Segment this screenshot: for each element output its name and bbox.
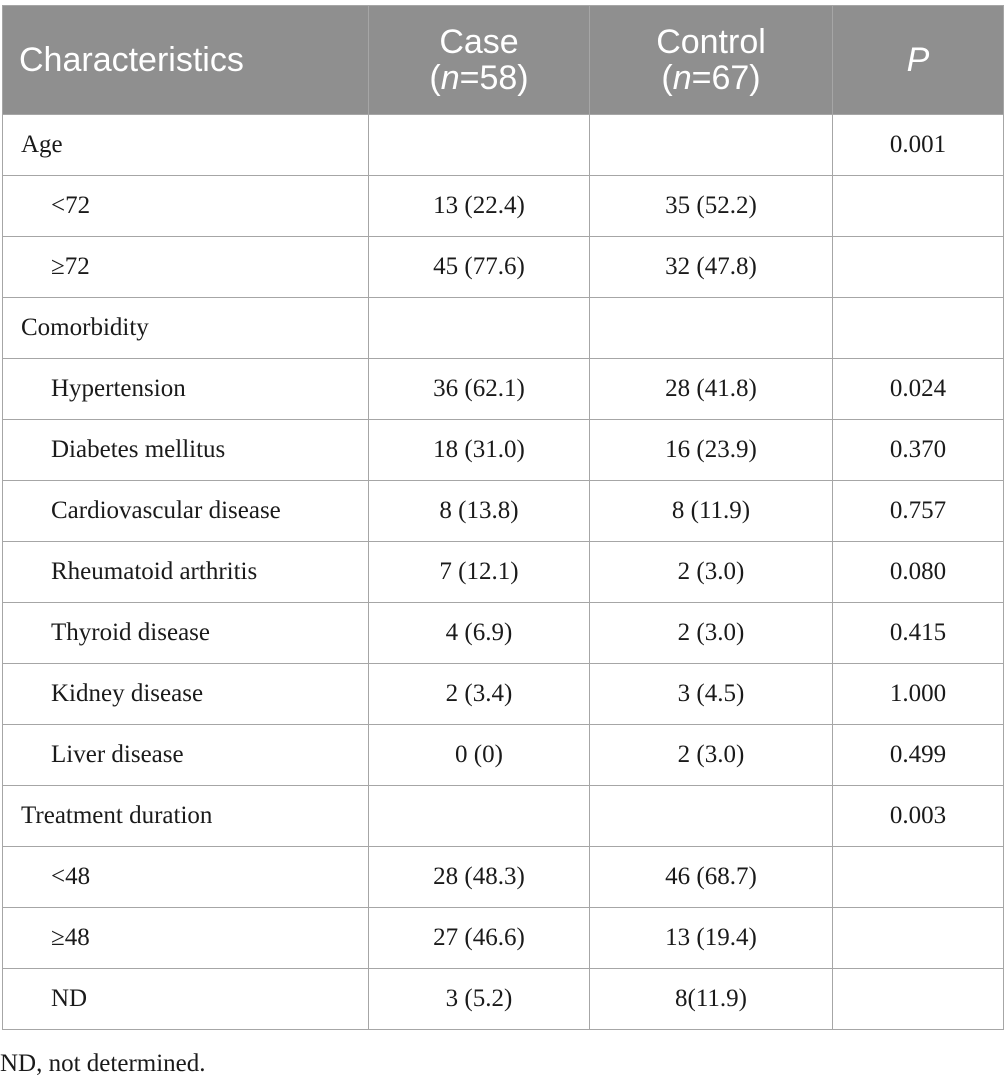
- row-control-value: 8 (11.9): [590, 481, 833, 542]
- row-label: Age: [3, 115, 369, 176]
- row-p-value: [833, 969, 1004, 1030]
- row-case-value: [369, 786, 590, 847]
- table-row: [3, 603, 1004, 664]
- row-case-value: 27 (46.6): [369, 908, 590, 969]
- table-row: [3, 359, 1004, 420]
- row-control-value: 2 (3.0): [590, 542, 833, 603]
- row-label: Comorbidity: [3, 298, 369, 359]
- table-row: [3, 725, 1004, 786]
- header-case-n-value: =58: [459, 59, 518, 97]
- row-p-value: [833, 237, 1004, 298]
- row-case-value: 18 (31.0): [369, 420, 590, 481]
- row-label: <72: [3, 176, 369, 237]
- header-control-n-symbol: n: [672, 59, 692, 97]
- row-label: Kidney disease: [3, 664, 369, 725]
- row-label: Hypertension: [3, 359, 369, 420]
- row-control-value: [590, 786, 833, 847]
- header-p-label: P: [906, 41, 930, 79]
- table-footnote: ND, not determined.: [0, 1050, 206, 1077]
- header-control-n-value: =67: [691, 59, 750, 97]
- table-row: [3, 908, 1004, 969]
- row-control-value: [590, 298, 833, 359]
- header-case-label: Case: [439, 23, 519, 61]
- row-case-value: 3 (5.2): [369, 969, 590, 1030]
- row-case-value: 2 (3.4): [369, 664, 590, 725]
- row-p-value: 0.415: [833, 603, 1004, 664]
- row-p-value: 0.080: [833, 542, 1004, 603]
- row-label: Diabetes mellitus: [3, 420, 369, 481]
- row-control-value: 2 (3.0): [590, 725, 833, 786]
- table-row: [3, 542, 1004, 603]
- row-case-value: 13 (22.4): [369, 176, 590, 237]
- header-control: [590, 6, 833, 115]
- table-row: [3, 481, 1004, 542]
- header-control-label: Control: [656, 23, 766, 61]
- table-row: [3, 969, 1004, 1030]
- table-row: [3, 237, 1004, 298]
- table-row: [3, 847, 1004, 908]
- header-p: [833, 6, 1004, 115]
- row-case-value: [369, 115, 590, 176]
- row-p-value: 0.499: [833, 725, 1004, 786]
- row-case-value: 45 (77.6): [369, 237, 590, 298]
- row-p-value: [833, 847, 1004, 908]
- row-p-value: 1.000: [833, 664, 1004, 725]
- table-row: [3, 176, 1004, 237]
- table-row: [3, 664, 1004, 725]
- row-control-value: 28 (41.8): [590, 359, 833, 420]
- row-case-value: [369, 298, 590, 359]
- row-label: Cardiovascular disease: [3, 481, 369, 542]
- row-case-value: 8 (13.8): [369, 481, 590, 542]
- row-label: Rheumatoid arthritis: [3, 542, 369, 603]
- row-p-value: 0.001: [833, 115, 1004, 176]
- row-p-value: 0.003: [833, 786, 1004, 847]
- header-characteristics: Characteristics: [3, 6, 369, 115]
- row-control-value: 13 (19.4): [590, 908, 833, 969]
- table-row: [3, 115, 1004, 176]
- table-row: [3, 420, 1004, 481]
- table-row: [3, 298, 1004, 359]
- header-case-n: (n=58): [429, 59, 529, 97]
- row-case-value: 4 (6.9): [369, 603, 590, 664]
- row-label: ND: [3, 969, 369, 1030]
- header-row: [3, 6, 1004, 115]
- header-control-n: (n=67): [661, 59, 761, 97]
- row-case-value: 28 (48.3): [369, 847, 590, 908]
- row-control-value: [590, 115, 833, 176]
- row-label: Thyroid disease: [3, 603, 369, 664]
- row-control-value: 46 (68.7): [590, 847, 833, 908]
- table-body: [3, 115, 1004, 1030]
- row-p-value: [833, 176, 1004, 237]
- table-row: [3, 786, 1004, 847]
- row-label: ≥48: [3, 908, 369, 969]
- row-case-value: 0 (0): [369, 725, 590, 786]
- row-p-value: 0.757: [833, 481, 1004, 542]
- row-p-value: 0.370: [833, 420, 1004, 481]
- row-case-value: 7 (12.1): [369, 542, 590, 603]
- row-label: <48: [3, 847, 369, 908]
- row-p-value: [833, 908, 1004, 969]
- row-control-value: 8(11.9): [590, 969, 833, 1030]
- row-control-value: 16 (23.9): [590, 420, 833, 481]
- row-control-value: 2 (3.0): [590, 603, 833, 664]
- row-label: Treatment duration: [3, 786, 369, 847]
- row-case-value: 36 (62.1): [369, 359, 590, 420]
- row-label: Liver disease: [3, 725, 369, 786]
- row-control-value: 35 (52.2): [590, 176, 833, 237]
- header-case: [369, 6, 590, 115]
- row-control-value: 3 (4.5): [590, 664, 833, 725]
- row-control-value: 32 (47.8): [590, 237, 833, 298]
- characteristics-table: [2, 5, 1004, 1030]
- row-label: ≥72: [3, 237, 369, 298]
- row-p-value: 0.024: [833, 359, 1004, 420]
- header-case-n-symbol: n: [440, 59, 460, 97]
- row-p-value: [833, 298, 1004, 359]
